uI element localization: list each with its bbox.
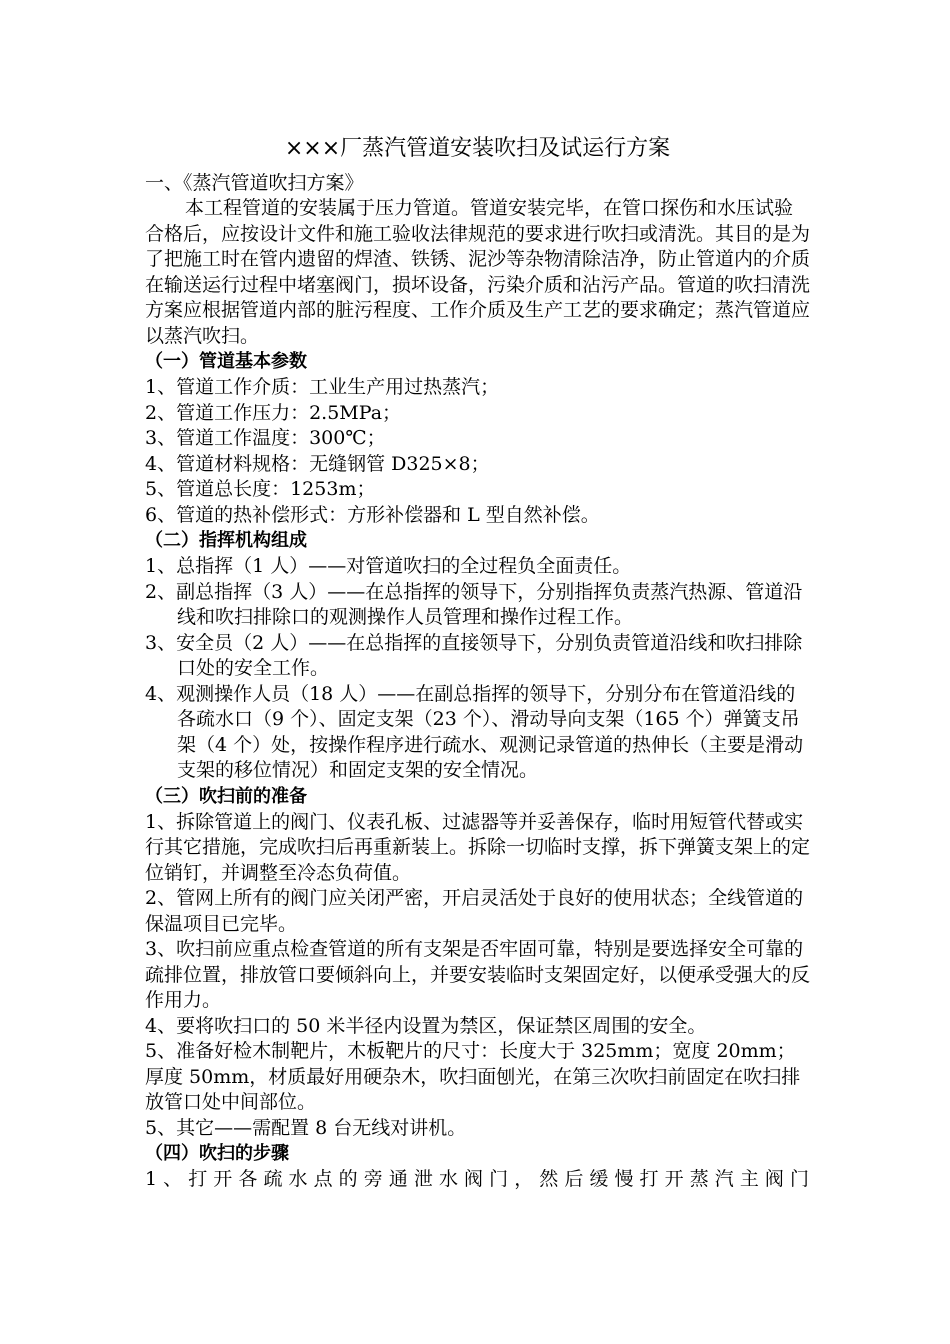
intro-paragraph: 本工程管道的安装属于压力管道。管道安装完毕，在管口探伤和水压试验合格后，应按设计文件和施工验收法律规范的要求进行吹扫或清洗。其目的是为了把施工时在管内遗留的焊渣、铁锈、泥沙等杂物清除洁净，防止管道内的介质在输送运行过程中堵塞阀门，损坏设备，污染介质和沾污产品。管道的吹扫清洗方案应根据管道内部的脏污程度、工作介质及生产工艺的要求确定；蒸汽管道应以蒸汽吹扫。 (145, 197, 811, 347)
section-heading-steam-purge-plan: 一、《蒸汽管道吹扫方案》 (145, 172, 364, 194)
list-item: 1、总指挥（1 人）——对管道吹扫的全过程负全面责任。 (145, 555, 632, 577)
document-title: ×××厂蒸汽管道安装吹扫及试运行方案 (284, 136, 671, 161)
list-item: 4、要将吹扫口的 50 米半径内设置为禁区，保证禁区周围的安全。 (145, 1014, 707, 1037)
subsection-heading-command-structure: （二）指挥机构组成 (145, 530, 307, 551)
list-item: 3、吹扫前应重点检查管道的所有支架是否牢固可靠，特别是要选择安全可靠的疏排位置，排放管口要倾斜向上，并要安装临时支架固定好，以便承受强大的反作用力。 (145, 938, 811, 1011)
subsection-heading-basic-parameters: （一）管道基本参数 (145, 351, 307, 372)
list-item: 5、准备好检木制靶片，木板靶片的尺寸：长度大于 325mm；宽度 20mm；厚度 50mm，材质最好用硬杂木，吹扫面刨光，在第三次吹扫前固定在吹扫排放管口处中间部位。 (145, 1040, 801, 1113)
list-item: 3、安全员（2 人）——在总指挥的直接领导下，分别负责管道沿线和吹扫排除口处的安全工作。 (145, 631, 803, 679)
list-item: 2、管道工作压力：2.5MPa； (145, 401, 402, 424)
list-item: 5、管道总长度：1253m； (145, 478, 376, 500)
list-item: 4、观测操作人员（18 人）——在副总指挥的领导下，分别分布在管道沿线的各疏水口（9 个）、固定支架（23 个）、滑动导向支架（165 个）弹簧支吊架（4 个）处，按操作程序进行疏水、观测记录管道的热伸长（主要是滑动支架的移位情况）和固定支架的安全情况。 (145, 682, 804, 781)
list-item: 5、其它——需配置 8 台无线对讲机。 (145, 1116, 467, 1139)
subsection-heading-purge-steps: （四）吹扫的步骤 (145, 1143, 289, 1164)
list-item: 3、管道工作温度：300℃； (145, 427, 386, 449)
subsection-heading-preparation: （三）吹扫前的准备 (145, 785, 307, 807)
list-item: 1、管道工作介质：工业生产用过热蒸汽； (145, 376, 500, 398)
list-item: 2、管网上所有的阀门应关闭严密，开启灵活处于良好的使用状态；全线管道的保温项目已完毕。 (145, 887, 804, 935)
list-item: 6、管道的热补偿形式：方形补偿器和 L 型自然补偿。 (145, 503, 600, 526)
list-item: 4、管道材料规格：无缝钢管 D325×8； (145, 452, 490, 475)
list-item: 2、副总指挥（3 人）——在总指挥的领导下，分别指挥负责蒸汽热源、管道沿线和吹扫排除口的观测操作人员管理和操作过程工作。 (145, 580, 803, 628)
document-page (145, 132, 810, 1193)
list-item: 1、打开各疏水点的旁通泄水阀门，然后缓慢打开蒸汽主阀门 (145, 1168, 810, 1190)
list-item: 1、拆除管道上的阀门、仪表孔板、过滤器等并妥善保存，临时用短管代替或实行其它措施，完成吹扫后再重新装上。拆除一切临时支撑，拆下弹簧支架上的定位销钉，并调整至冷态负荷值。 (145, 810, 811, 884)
